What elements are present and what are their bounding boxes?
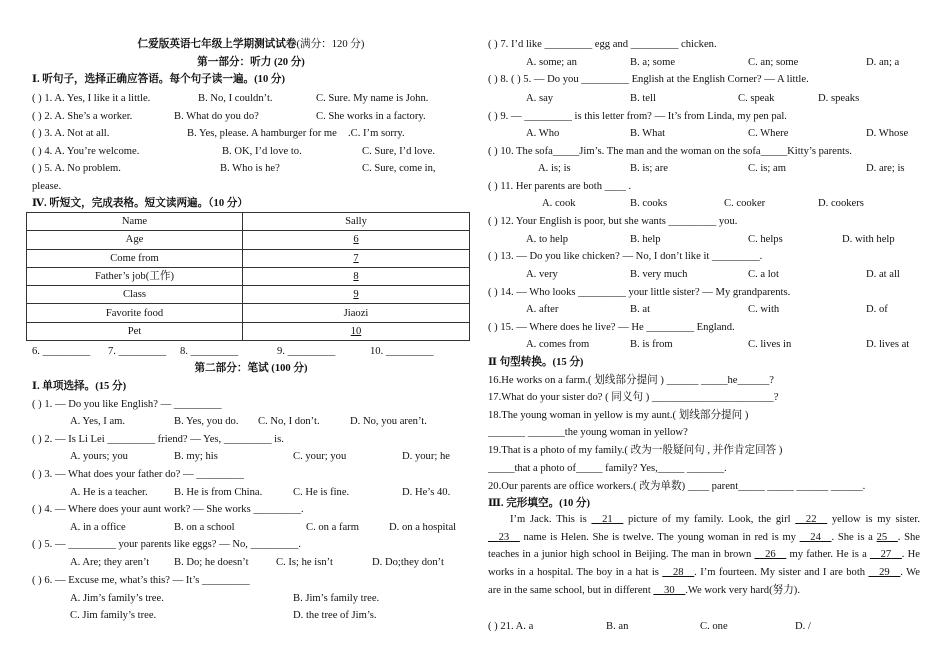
info-table xyxy=(26,212,470,341)
cloze-blank-26: __26__ xyxy=(754,549,787,561)
section-transform-title: Ⅱ 句型转换。(15 分) xyxy=(488,357,584,368)
cloze-question-21: ( ) 21. A. a B. an C. one D. / xyxy=(488,621,811,632)
blank-7: 7 xyxy=(353,252,359,264)
cloze-blank-22: __22__ xyxy=(795,514,828,525)
single-question-1: ( ) 1. — Do you like English? — _________ xyxy=(32,399,222,410)
single-question-8: ( ) 8. ( ) 5. — Do you _________ English at the English Corner? — A little. xyxy=(488,74,809,85)
listen-question-5-continued: please. xyxy=(32,181,62,192)
section-cloze-title: Ⅲ. 完形填空。(10 分) xyxy=(488,498,591,509)
blank-10: 10 xyxy=(350,325,362,337)
table-row: Father’s job(工作) 8 xyxy=(27,267,470,285)
listen-question-3: ( ) 3. A. Not at all. B. Yes, please. A hamburger for me .C. I’m sorry. xyxy=(32,128,405,139)
table-row: Class 9 xyxy=(27,286,470,304)
part1-title: 第一部分：听力 (20 分) xyxy=(197,57,305,68)
listen-question-4: ( ) 4. A. You’re welcome. B. OK, I’d love to. C. Sure, I’d love. xyxy=(32,146,435,157)
cloze-blank-24: __24__ xyxy=(799,531,832,543)
blank-9: 9 xyxy=(353,289,359,301)
blank-6: 6 xyxy=(353,234,359,246)
listen-question-2: ( ) 2. A. She’s a worker. B. What do you do? C. She works in a factory. xyxy=(32,111,426,122)
table-row: Pet 10 xyxy=(27,322,470,340)
cloze-blank-30: __30__ xyxy=(653,584,686,596)
table-row: Age 6 xyxy=(27,231,470,249)
single-question-13: ( ) 13. — Do you like chicken? — No, I don’t like it _________. xyxy=(488,251,763,262)
single-question-15: ( ) 15. — Where does he live? — He _________ England. xyxy=(488,322,735,333)
table-row: Come from 7 xyxy=(27,249,470,267)
cloze-blank-25: 25__ xyxy=(876,531,898,543)
table-row: Name Sally xyxy=(27,213,470,231)
single-question-3: ( ) 3. — What does your father do? — _________ xyxy=(32,469,244,480)
single-question-11: ( ) 11. Her parents are both ____ . xyxy=(488,181,632,192)
cloze-blank-28: __28__ xyxy=(662,567,695,579)
page-title: 仁爱版英语七年级上学期测试试卷(满分：120 分) xyxy=(137,39,365,50)
single-question-2: ( ) 2. — Is Li Lei _________ friend? — Yes, _________ is. xyxy=(32,434,284,445)
section-listening-title: Ⅰ. 听句子，选择正确应答语。每个句子读一遍。(10 分) xyxy=(32,74,286,85)
cloze-blank-29: __29__ xyxy=(868,567,901,579)
transform-17: 17.What do your sister do? ( 同义句 ) _______________________? xyxy=(488,392,779,403)
cloze-blank-21: __21__ xyxy=(591,514,624,525)
blank-8: 8 xyxy=(353,271,359,283)
cloze-passage: I’m Jack. This is __21__ picture of my family. Look, the girl __22__ yellow is my sister. __23__ name is Helen. She is twelve. The young woman in red is my __24__. She is a 25__. She teaches in a junior high school in Beijing. The man in brown __26__ my father. He is a __27__. He works in a hospital. The boy in a hat is __28__. I’m fourteen. My sister and I are both __29__. We are in the same school, but in different __30__.We work very hard(努力). xyxy=(488,514,921,596)
cloze-blank-27: __27__ xyxy=(870,549,902,561)
single-question-9: ( ) 9. — _________ is this letter from? — It’s from Linda, my pen pal. xyxy=(488,111,787,122)
listen-question-5: ( ) 5. A. No problem. B. Who is he? C. Sure, come in, xyxy=(32,163,436,174)
transform-19-answer: _____that a photo of_____ family? Yes,_____ _______. xyxy=(488,463,727,474)
listen-question-1: ( ) 1. A. Yes, I like it a little. B. No, I couldn’t. C. Sure. My name is John. xyxy=(32,93,429,104)
single-question-14: ( ) 14. — Who looks _________ your little sister? — My grandparents. xyxy=(488,287,791,298)
single-question-12: ( ) 12. Your English is poor, but she wants _________ you. xyxy=(488,216,738,227)
transform-19: 19.That is a photo of my family.( 改为一般疑问句 , 并作肯定回答 ) xyxy=(488,445,783,456)
single-question-10: ( ) 10. The sofa_____Jim’s. The man and the woman on the sofa_____Kitty’s parents. xyxy=(488,146,852,157)
transform-18: 18.The young woman in yellow is my aunt.( 划线部分提问 ) xyxy=(488,410,749,421)
single-question-7: ( ) 7. I’d like _________ egg and _________ chicken. xyxy=(488,39,717,50)
transform-16: 16.He works on a farm.( 划线部分提问 ) ______ _____he______? xyxy=(488,375,774,386)
section-table-title: Ⅳ. 听短文，完成表格。短文读两遍。（10 分） xyxy=(32,198,248,209)
transform-20: 20.Our parents are office workers.( 改为单数) ____ parent_____ _____ ______ ______. xyxy=(488,481,866,492)
section-single-choice-title: Ⅰ. 单项选择。(15 分) xyxy=(32,381,127,392)
part2-title: 第二部分：笔试 (100 分) xyxy=(194,363,308,374)
single-question-4: ( ) 4. — Where does your aunt work? — She works _________. xyxy=(32,504,304,515)
cloze-blank-23: __23__ xyxy=(488,531,520,543)
transform-18-answer: _______ _______the young woman in yellow? xyxy=(488,427,688,438)
single-question-5: ( ) 5. — _________ your parents like eggs? — No, _________. xyxy=(32,539,301,550)
table-row: Favorite food Jiaozi xyxy=(27,304,470,322)
single-question-6: ( ) 6. — Excuse me, what’s this? — It’s _________ xyxy=(32,575,250,586)
